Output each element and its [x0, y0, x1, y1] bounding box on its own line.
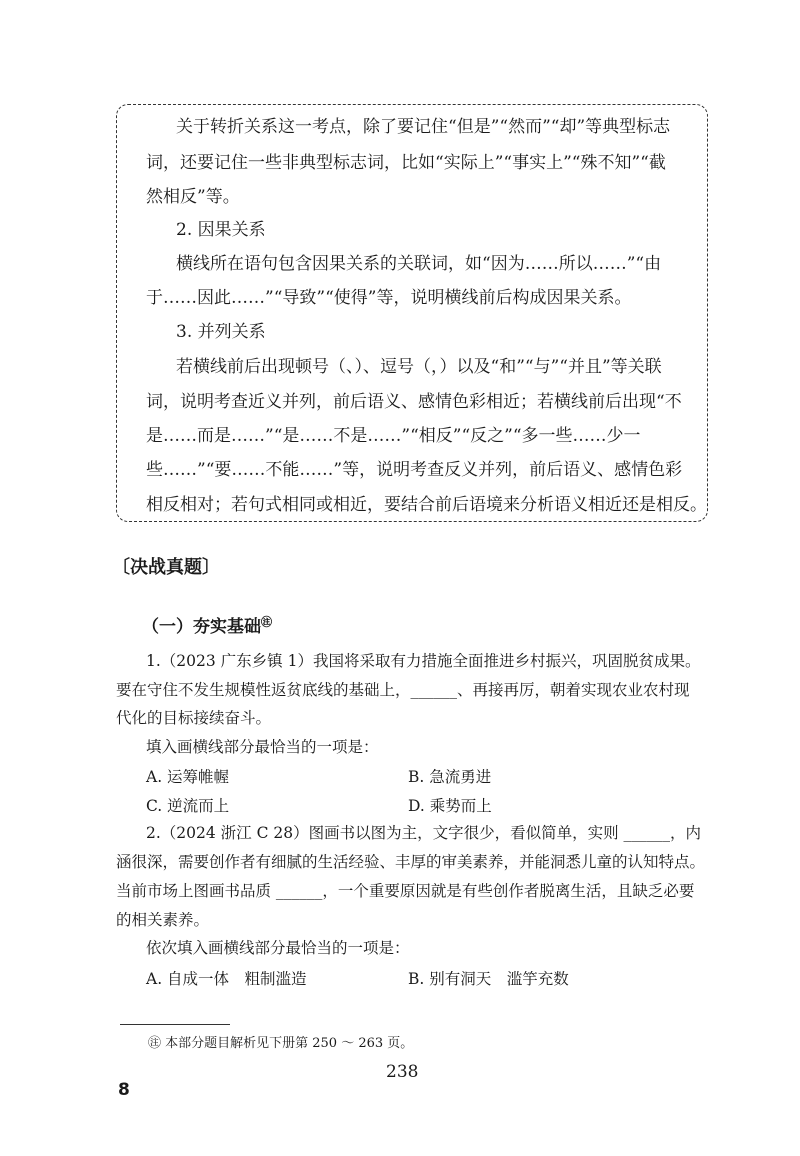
option-a: A. 运筹帷幄 — [146, 768, 230, 786]
tip-line: 些……”“要……不能……”等，说明考查反义并列，前后语义、感情色彩 — [146, 460, 683, 480]
tip-line: 是……而是……”“是……不是……”“相反”“反之”“多一些……少一 — [146, 426, 641, 446]
question-line: 2.（2024 浙江 C 28）图画书以图为主，文字很少，看似简单，实则 ______，内 — [146, 824, 702, 842]
tip-line: 词，还要记住一些非典型标志词，比如“实际上”“事实上”“殊不知”“截 — [146, 153, 666, 173]
question-prompt: 填入画横线部分最恰当的一项是： — [146, 738, 379, 756]
footnote-rule — [120, 1024, 230, 1025]
corner-mark: 8 — [118, 1080, 130, 1100]
question-line: 要在守住不发生规模性返贫底线的基础上，______、再接再厉，朝着实现农业农村现 — [116, 681, 690, 699]
tip-line: 然相反”等。 — [146, 187, 240, 207]
question-line: 1.（2023 广东乡镇 1）我国将采取有力措施全面推进乡村振兴，巩固脱贫成果。 — [146, 652, 701, 670]
footnote-marker-icon: ㊟ — [261, 615, 272, 629]
tip-line: 若横线前后出现顿号（、）、逗号（，）以及“和”“与”“并且”等关联 — [176, 357, 662, 377]
footnote: ㊟ 本部分题目解析见下册第 250 ～ 263 页。 — [148, 1036, 414, 1051]
question-line: 涵很深，需要创作者有细腻的生活经验、丰厚的审美素养，并能洞悉儿童的认知特点。 — [116, 853, 706, 871]
tip-heading: 2. 因果关系 — [176, 220, 266, 240]
subsection-title-text: （一）夯实基础 — [142, 617, 261, 637]
page-number: 238 — [386, 1062, 419, 1082]
option-b: B. 急流勇进 — [408, 768, 492, 786]
tip-line: 关于转折关系这一考点，除了要记住“但是”“然而”“却”等典型标志 — [176, 117, 671, 137]
tip-line: 词，说明考查近义并列，前后语义、感情色彩相近；若横线前后出现“不 — [146, 392, 682, 412]
tip-heading: 3. 并列关系 — [176, 322, 266, 342]
question-line: 代化的目标接续奋斗。 — [116, 709, 272, 727]
question-prompt: 依次填入画横线部分最恰当的一项是： — [146, 939, 410, 957]
question-line: 的相关素养。 — [116, 911, 210, 929]
option-d: D. 乘势而上 — [408, 797, 492, 815]
question-line: 当前市场上图画书品质 ______，一个重要原因就是有些创作者脱离生活，且缺乏必要 — [116, 882, 695, 900]
subsection-title — [142, 612, 272, 637]
section-title: 〔决战真题〕 — [112, 557, 220, 578]
option-c: C. 逆流而上 — [146, 797, 230, 815]
tip-line: 相反相对；若句式相同或相近，要结合前后语境来分析语义相近还是相反。 — [146, 495, 707, 515]
option-b: B. 别有洞天 滥竽充数 — [408, 970, 569, 988]
tip-line: 于……因此……”“导致”“使得”等，说明横线前后构成因果关系。 — [146, 288, 632, 308]
option-a: A. 自成一体 粗制滥造 — [146, 970, 307, 988]
tip-line: 横线所在语句包含因果关系的关联词，如“因为……所以……”“由 — [176, 254, 662, 274]
